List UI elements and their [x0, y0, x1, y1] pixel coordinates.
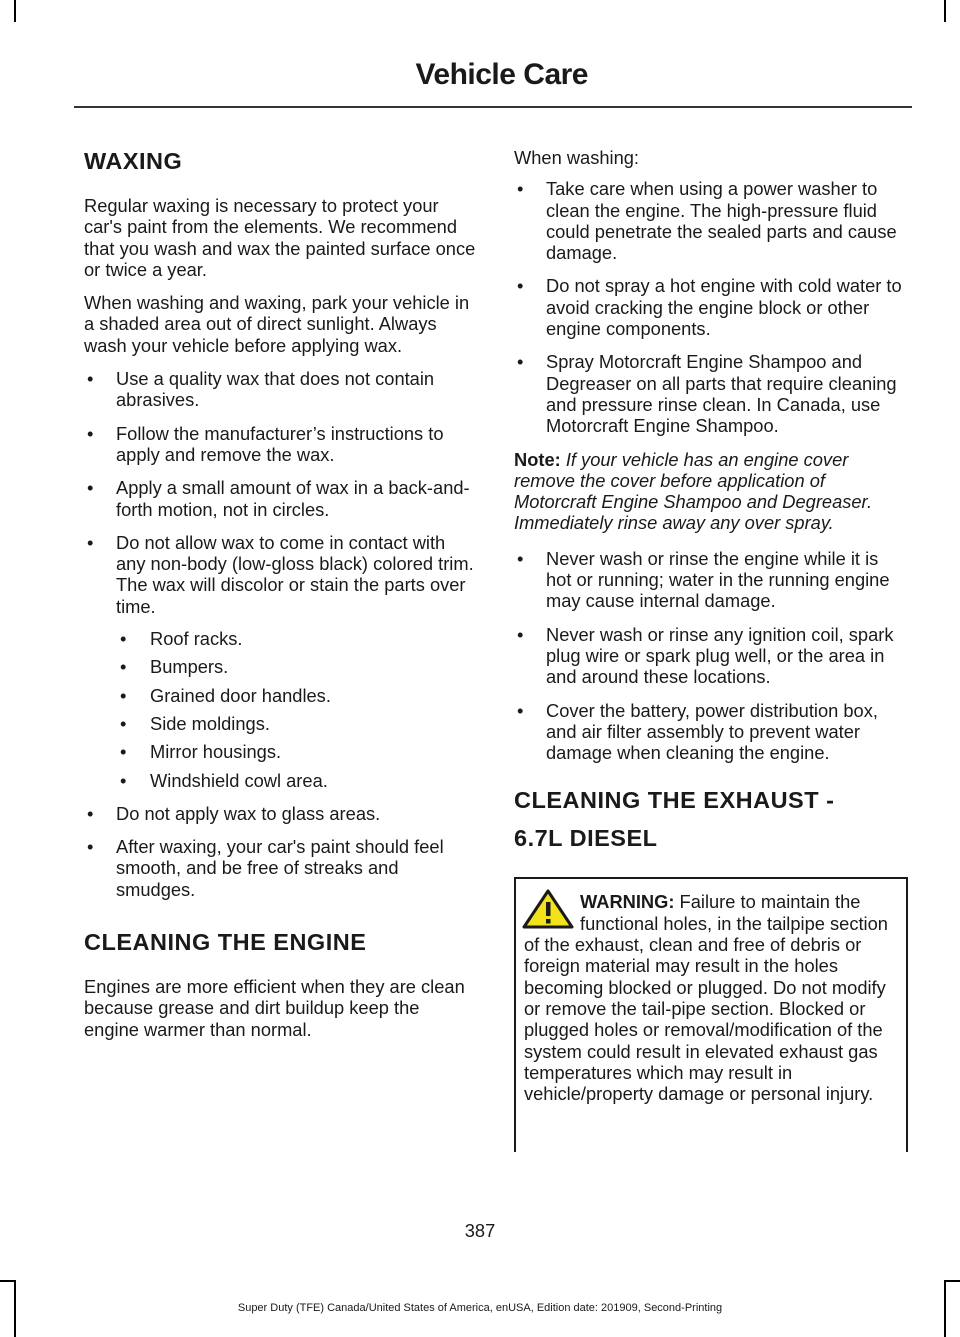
cleaning-exhaust-heading	[514, 785, 908, 853]
bullet-icon: •	[87, 422, 94, 444]
sub-list-item	[116, 656, 476, 677]
sub-list-item-text: Grained door handles.	[150, 684, 331, 706]
warning-label: WARNING:	[580, 891, 675, 913]
bullet-icon: •	[120, 684, 127, 706]
bullet-icon: •	[120, 712, 127, 734]
note-paragraph	[514, 449, 908, 534]
waxing-heading: WAXING	[84, 148, 183, 174]
crop-mark-bottom-right-h	[944, 1280, 960, 1282]
bullet-icon: •	[120, 656, 127, 678]
header-divider	[74, 106, 912, 108]
list-item-text: Follow the manufacturer’s instructions to apply and remove the wax.	[116, 422, 444, 465]
list-item-text: Do not spray a hot engine with cold water to avoid cracking the engine block or other engine components.	[546, 275, 902, 340]
bullet-icon: •	[517, 351, 524, 373]
sub-list-item	[116, 770, 476, 791]
list-item	[84, 803, 476, 824]
sub-list-item	[116, 685, 476, 706]
bullet-icon: •	[87, 836, 94, 858]
list-item-text: Do not apply wax to glass areas.	[116, 802, 381, 824]
list-item-text: Apply a small amount of wax in a back-and-forth motion, not in circles.	[116, 477, 470, 520]
waxing-paragraph-1: Regular waxing is necessary to protect your car's paint from the elements. We recommend that you wash and wax the painted surface once or twice a year.	[84, 195, 476, 280]
list-item	[514, 275, 908, 339]
sub-list-item-text: Roof racks.	[150, 628, 243, 650]
sub-list-item	[116, 741, 476, 762]
note-label: Note:	[514, 448, 561, 470]
list-item	[84, 532, 476, 791]
washing-list	[514, 178, 908, 436]
list-item	[514, 548, 908, 612]
list-item-text: Take care when using a power washer to clean the engine. The high-pressure fluid could penetrate the sealed parts and cause damage.	[546, 178, 897, 264]
list-item-text: Use a quality wax that does not contain abrasives.	[116, 368, 435, 411]
cleaning-engine-heading: CLEANING THE ENGINE	[84, 929, 367, 956]
note-text: If your vehicle has an engine cover remove the cover before application of Motorcraft Engine Shampoo and Degreaser. Immediately rinse away any over spray.	[514, 448, 873, 534]
warning-box	[514, 877, 908, 1152]
sub-list-item-text: Bumpers.	[150, 656, 229, 678]
bullet-icon: •	[517, 178, 524, 200]
bullet-icon: •	[517, 623, 524, 645]
list-item-text: Spray Motorcraft Engine Shampoo and Degreaser on all parts that require cleaning and pressure rinse clean. In Canada, use Motorcraft Engine Shampoo.	[546, 351, 897, 437]
list-item-text: Never wash or rinse any ignition coil, spark plug wire or spark plug well, or the area in and around these locations.	[546, 623, 894, 688]
heading-line-2: 6.7L DIESEL	[514, 825, 658, 852]
right-column	[514, 147, 908, 1152]
crop-mark-top-right	[944, 0, 946, 22]
bullet-icon: •	[87, 531, 94, 553]
cleaning-engine-paragraph: Engines are more efficient when they are clean because grease and dirt buildup keep the engine warmer than normal.	[84, 976, 465, 1040]
list-item-text: Do not allow wax to come in contact with any non-body (low-gloss black) colored trim. The wax will discolor or stain the parts over time.	[116, 531, 474, 617]
sub-list-item-text: Mirror housings.	[150, 741, 282, 763]
crop-mark-bottom-left-h	[0, 1280, 16, 1282]
list-item	[514, 178, 908, 263]
bullet-icon: •	[120, 741, 127, 763]
waxing-paragraph-2: When washing and waxing, park your vehicle in a shaded area out of direct sunlight. Always wash your vehicle before applying wax.	[84, 292, 470, 356]
bullet-icon: •	[517, 547, 524, 569]
washing-intro: When washing:	[514, 147, 639, 168]
trim-parts-list	[116, 628, 476, 791]
bullet-icon: •	[120, 628, 127, 650]
bullet-icon: •	[120, 769, 127, 791]
list-item	[84, 368, 476, 411]
list-item	[84, 477, 476, 520]
bullet-icon: •	[87, 477, 94, 499]
bullet-icon: •	[517, 699, 524, 721]
heading-line-1: CLEANING THE EXHAUST -	[514, 787, 835, 814]
warning-text: Failure to maintain the functional holes, in the tailpipe section of the exhaust, clean and free of debris or foreign material may result in the holes becoming blocked or plugged. Do not modify or remove the tail-pipe section. Blocked or plugged holes or removal/modification of the system could result in elevated exhaust gas temperatures which may result in vehicle/property damage or personal injury.	[524, 891, 888, 1105]
page-footer: Super Duty (TFE) Canada/United States of America, enUSA, Edition date: 201909, Second-Printing	[237, 1302, 723, 1314]
list-item	[514, 624, 908, 688]
crop-mark-top-left	[14, 0, 16, 22]
page-header-title: Vehicle Care	[415, 58, 588, 91]
bullet-icon: •	[87, 802, 94, 824]
sub-list-item-text: Side moldings.	[150, 712, 270, 734]
bullet-icon: •	[517, 275, 524, 297]
bullet-icon: •	[87, 368, 94, 390]
list-item	[84, 423, 476, 466]
list-item	[84, 836, 476, 900]
sub-list-item-text: Windshield cowl area.	[150, 769, 328, 791]
list-item-text: After waxing, your car's paint should feel smooth, and be free of streaks and smudges.	[116, 836, 444, 900]
left-column	[84, 145, 476, 1052]
waxing-list	[84, 368, 476, 900]
page-number: 387	[464, 1220, 496, 1241]
list-item-text: Never wash or rinse the engine while it is hot or running; water in the running engine may cause internal damage.	[546, 547, 890, 612]
rinse-list	[514, 548, 908, 764]
list-item-text: Cover the battery, power distribution box, and air filter assembly to prevent water damage when cleaning the engine.	[546, 699, 878, 764]
sub-list-item	[116, 628, 476, 649]
sub-list-item	[116, 713, 476, 734]
list-item	[514, 700, 908, 764]
warning-triangle-icon	[522, 889, 574, 929]
list-item	[514, 351, 908, 436]
